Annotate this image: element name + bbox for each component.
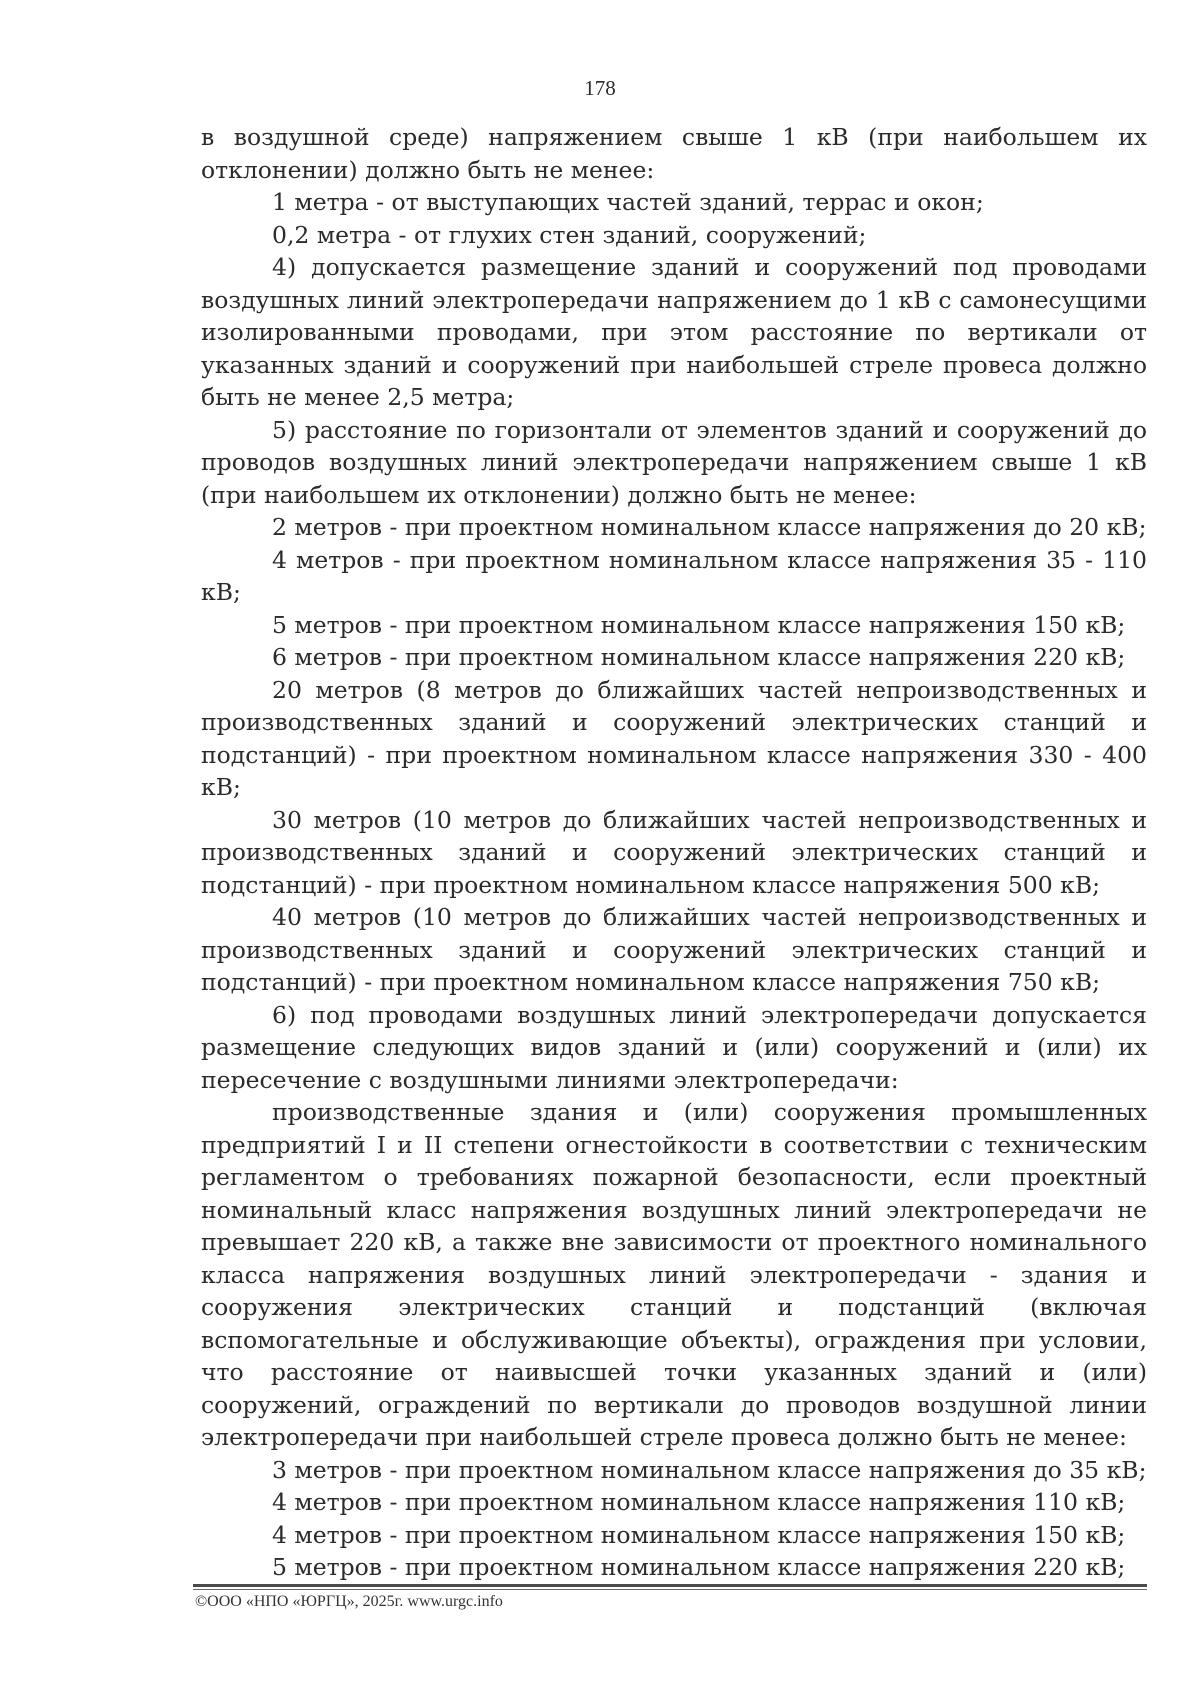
paragraph: 0,2 метра - от глухих стен зданий, сооружений; — [272, 220, 867, 249]
footer-copyright: ©ООО «НПО «ЮРГЦ», 2025г. www.urgc.info — [195, 1593, 503, 1610]
paragraph: 40 метров (10 метров до ближайших частей непроизводственных и производственных зданий и сооружений электрических станций и подстанций) - при проектном номинальном классе напряжения 750 кВ; — [201, 903, 1147, 996]
footer-divider-thin — [193, 1589, 1147, 1590]
paragraph: 6 метров - при проектном номинальном классе напряжения 220 кВ; — [272, 643, 1126, 671]
page-number: 178 — [584, 76, 616, 100]
paragraph: 2 метров - при проектном номинальном классе напряжения до 20 кВ; — [272, 513, 1147, 541]
paragraph: 3 метров - при проектном номинальном классе напряжения до 35 кВ; — [272, 1455, 1147, 1484]
paragraph: производственные здания и (или) сооружения промышленных предприятий I и II степени огнестойкости в соответствии с техническим регламентом о требованиях пожарной безопасности, если проектный номинальный класс напряжения воздушных линий электропередачи не превышает 220 кВ, а также вне зависимости от проектного номинального класса напряжения воздушных линий электропередачи - здания и сооружения электрических станций и подстанций (включая вспомогательные и обслуживающие объекты), ограждения при условии, что расстояние от наивысшей точки указанных зданий и (или) сооружений, ограждений по вертикали до проводов воздушной линии электропередачи при наибольшей стреле провеса должно быть не менее: — [201, 1098, 1147, 1451]
paragraph: 30 метров (10 метров до ближайших частей непроизводственных и производственных зданий и сооружений электрических станций и подстанций) - при проектном номинальном классе напряжения 500 кВ; — [201, 805, 1147, 899]
footer-divider — [193, 1584, 1147, 1587]
paragraph: 4 метров - при проектном номинальном классе напряжения 110 кВ; — [272, 1488, 1126, 1516]
paragraph: 4 метров - при проектном номинальном классе напряжения 150 кВ; — [272, 1520, 1126, 1549]
paragraph: 1 метра - от выступающих частей зданий, террас и окон; — [272, 188, 984, 216]
document-body — [201, 121, 1147, 1584]
paragraph: в воздушной среде) напряжением свыше 1 кВ (при наибольшем их отклонении) должно быть не менее: — [201, 123, 1147, 184]
paragraph: 20 метров (8 метров до ближайших частей непроизводственных и производственных зданий и сооружений электрических станций и подстанций) - при проектном номинальном классе напряжения 330 - 400 кВ; — [201, 675, 1147, 801]
paragraph: 5 метров - при проектном номинальном классе напряжения 150 кВ; — [272, 610, 1126, 639]
paragraph: 4) допускается размещение зданий и сооружений под проводами воздушных линий электропередачи напряжением до 1 кВ с самонесущими изолированными проводами, при этом расстояние по вертикали от указанных зданий и сооружений при наибольшей стреле провеса должно быть не менее 2,5 метра; — [201, 253, 1147, 411]
paragraph: 6) под проводами воздушных линий электропередачи допускается размещение следующих видов зданий и (или) сооружений и (или) их пересечение с воздушными линиями электропередачи: — [201, 1000, 1147, 1094]
paragraph: 4 метров - при проектном номинальном классе напряжения 35 - 110 кВ; — [201, 545, 1147, 606]
paragraph: 5 метров - при проектном номинальном классе напряжения 220 кВ; — [272, 1553, 1126, 1581]
paragraph: 5) расстояние по горизонтали от элементов зданий и сооружений до проводов воздушных линий электропередачи напряжением свыше 1 кВ (при наибольшем их отклонении) должно быть не менее: — [201, 415, 1147, 509]
